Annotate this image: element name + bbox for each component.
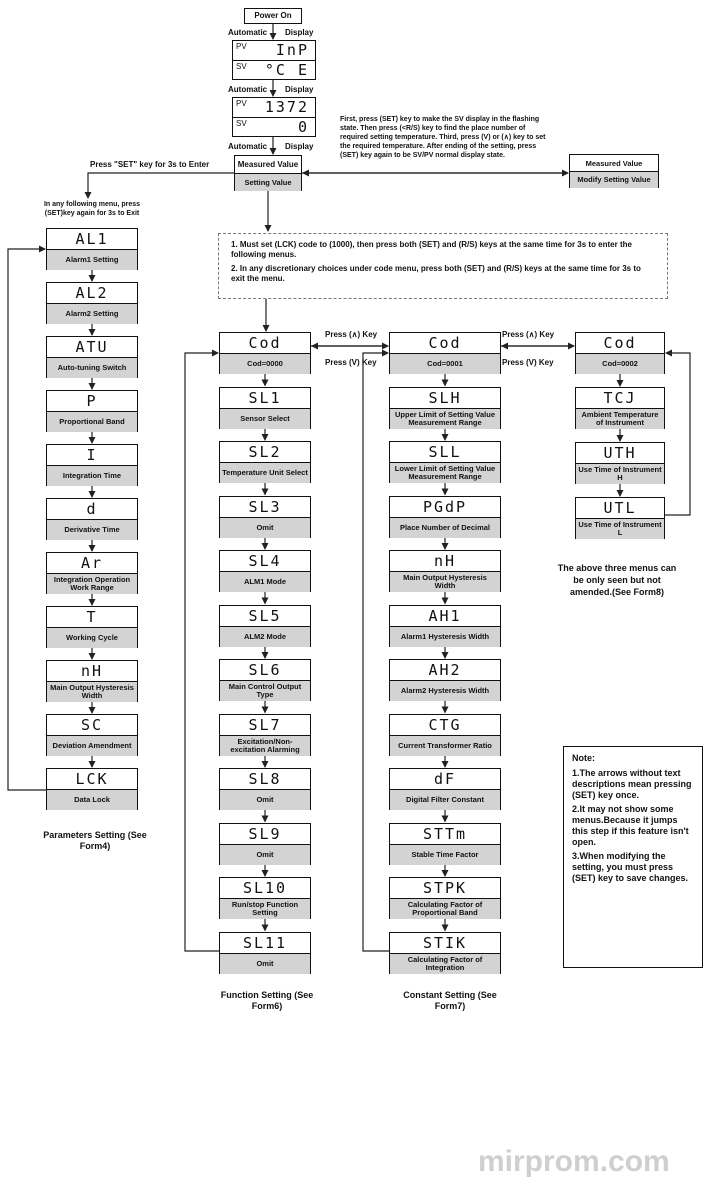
menu-label: Use Time of Instrument H [576,464,664,484]
instrument-menu-item [575,332,665,374]
note-item: 3.When modifying the setting, you must press (SET) key to save changes. [572,851,689,883]
automatic-label-3: Automatic [228,142,268,151]
segment-code: STPK [390,878,500,899]
segment-code: ATU [47,337,137,358]
params-menu-item [46,390,138,432]
press-down-key-1: Press (V) Key [325,358,377,367]
instrument-menu-item [575,387,665,429]
menu-label: Working Cycle [47,628,137,648]
segment-code: SL6 [220,660,310,681]
segment-code: SL10 [220,878,310,899]
params-menu-item [46,552,138,594]
menu-label: Data Lock [47,790,137,810]
segment-code: TCJ [576,388,664,409]
sv-instructions: First, press (SET) key to make the SV display in the flashing state. Then press (<R/S) key to find the place number of required setting temperature. Third, press (V) or (∧) key to set the required temperature. After ending of the setting, press (SET) key again to be SV/PV normal display state. [340,116,546,159]
sv-tag: SV [236,119,247,128]
menu-label: Cod=0002 [576,354,664,374]
function-loop [185,353,219,951]
press-up-key-2: Press (∧) Key [502,330,555,339]
sv-value: °C E [264,61,309,79]
sv-tag: SV [236,62,247,71]
menu-label: Alarm2 Setting [47,304,137,324]
segment-code: UTH [576,443,664,464]
menu-label: Cod=0001 [390,354,500,374]
pv-tag: PV [236,42,247,51]
menu-label: Use Time of Instrument L [576,519,664,539]
menu-label: Omit [220,790,310,810]
function-menu-item [219,877,311,919]
menu-label: Integration Operation Work Range [47,574,137,594]
instrument-menu-item [575,442,665,484]
menu-label: Main Control Output Type [220,681,310,701]
segment-code: I [47,445,137,466]
segment-code: dF [390,769,500,790]
function-menu-item [219,768,311,810]
params-menu-item [46,282,138,324]
pv-tag: PV [236,99,247,108]
menu-label: Current Transformer Ratio [390,736,500,756]
right-measured-label: Measured Value [570,155,658,172]
segment-code: AL2 [47,283,137,304]
segment-code: P [47,391,137,412]
menu-label: Main Output Hysteresis Width [390,572,500,592]
menu-label: Alarm2 Hysteresis Width [390,681,500,701]
display-label-3: Display [285,142,314,151]
constant-menu-item [389,387,501,429]
segment-code: PGdP [390,497,500,518]
constant-menu-item [389,605,501,647]
menu-label: Calculating Factor of Integration [390,954,500,974]
arrow-to-parameters [88,173,234,198]
constant-caption: Constant Setting (See Form7) [403,990,497,1011]
function-menu-item [219,823,311,865]
function-menu-item [219,496,311,538]
segment-code: Cod [220,333,310,354]
menu-label: Integration Time [47,466,137,486]
menu-label: Deviation Amendment [47,736,137,756]
automatic-label-1: Automatic [228,28,268,37]
segment-code: STTm [390,824,500,845]
menu-label: Omit [220,518,310,538]
instrument-caption: The above three menus can be only seen but not amended.(See Form8) [557,563,677,597]
segment-code: UTL [576,498,664,519]
display-panel-2 [232,97,316,137]
segment-code: d [47,499,137,520]
menu-label: Digital Filter Constant [390,790,500,810]
constant-menu-item [389,823,501,865]
segment-code: STIK [390,933,500,954]
params-loop [8,249,46,790]
menu-label: Temperature Unit Select [220,463,310,483]
pv-value: InP [275,41,309,59]
measured-value-label: Measured Value [235,156,301,174]
menu-label: Omit [220,845,310,865]
function-caption: Function Setting (See Form6) [220,990,314,1011]
menu-label: Ambient Temperature of Instrument [576,409,664,429]
modify-setting-box [569,154,659,188]
segment-code: SL11 [220,933,310,954]
lck-note-2: 2. In any discretionary choices under code menu, press both (SET) and (R/S) keys at the same time for 3s to exit the menu. [231,264,641,283]
function-menu-item [219,332,311,374]
segment-code: SL3 [220,497,310,518]
power-on-label: Power On [254,11,292,20]
segment-code: Cod [390,333,500,354]
params-menu-item [46,444,138,486]
params-menu-item [46,228,138,270]
menu-label: Alarm1 Hysteresis Width [390,627,500,647]
instrument-menu-item [575,497,665,539]
segment-code: SL2 [220,442,310,463]
segment-code: AL1 [47,229,137,250]
params-menu-item [46,660,138,702]
constant-menu-item [389,714,501,756]
menu-label: Upper Limit of Setting Value Measurement Range [390,409,500,429]
menu-label: ALM2 Mode [220,627,310,647]
pv-value: 1372 [264,98,309,116]
params-menu-item [46,498,138,540]
function-menu-item [219,550,311,592]
menu-label: Sensor Select [220,409,310,429]
segment-code: SL9 [220,824,310,845]
automatic-label-2: Automatic [228,85,268,94]
note-title: Note: [572,753,595,763]
segment-code: nH [390,551,500,572]
constant-menu-item [389,332,501,374]
in-any-menu-exit: In any following menu, press (SET)key again for 3s to Exit [43,201,141,217]
function-menu-item [219,605,311,647]
menu-label: Proportional Band [47,412,137,432]
segment-code: T [47,607,137,628]
menu-label: Auto-tuning Switch [47,358,137,378]
segment-code: SLH [390,388,500,409]
note-item: 2.It may not show some menus.Because it jumps this step if this feature isn't open. [572,804,689,847]
constant-menu-item [389,768,501,810]
segment-code: SL5 [220,606,310,627]
display-panel-1 [232,40,316,80]
function-menu-item [219,714,311,756]
constant-loop [363,353,389,951]
parameters-caption: Parameters Setting (See Form4) [43,830,147,851]
press-up-key-1: Press (∧) Key [325,330,378,339]
constant-menu-item [389,496,501,538]
segment-code: SL4 [220,551,310,572]
setting-value-label: Setting Value [235,174,301,191]
params-menu-item [46,714,138,756]
params-menu-item [46,336,138,378]
segment-code: CTG [390,715,500,736]
menu-label: ALM1 Mode [220,572,310,592]
segment-code: Cod [576,333,664,354]
constant-menu-item [389,441,501,483]
function-menu-item [219,441,311,483]
segment-code: AH1 [390,606,500,627]
menu-label: Lower Limit of Setting Value Measurement Range [390,463,500,483]
note-box [563,746,703,968]
instrument-loop [665,353,690,515]
sv-value: 0 [297,118,309,136]
menu-label: Place Number of Decimal [390,518,500,538]
menu-label: Cod=0000 [220,354,310,374]
segment-code: LCK [47,769,137,790]
segment-code: nH [47,661,137,682]
power-on-box [244,8,302,24]
press-set-enter: Press "SET" key for 3s to Enter [90,160,210,169]
constant-menu-item [389,877,501,919]
menu-label: Calculating Factor of Proportional Band [390,899,500,919]
constant-menu-item [389,659,501,701]
modify-setting-label: Modify Setting Value [570,172,658,188]
lck-instructions-box [218,233,668,299]
function-menu-item [219,659,311,701]
function-menu-item [219,387,311,429]
display-label-2: Display [285,85,314,94]
menu-label: Stable Time Factor [390,845,500,865]
constant-menu-item [389,550,501,592]
function-menu-item [219,932,311,974]
measured-setting-box [234,155,302,191]
press-down-key-2: Press (V) Key [502,358,554,367]
display-label-1: Display [285,28,314,37]
menu-label: Derivative Time [47,520,137,540]
menu-label: Main Output Hysteresis Width [47,682,137,702]
note-item: 1.The arrows without text descriptions mean pressing (SET) key once. [572,768,692,800]
menu-label: Run/stop Function Setting [220,899,310,919]
menu-label: Omit [220,954,310,974]
segment-code: AH2 [390,660,500,681]
constant-menu-item [389,932,501,974]
params-menu-item [46,768,138,810]
menu-label: Excitation/Non-excitation Alarming [220,736,310,756]
segment-code: SC [47,715,137,736]
segment-code: SL7 [220,715,310,736]
segment-code: Ar [47,553,137,574]
segment-code: SL1 [220,388,310,409]
segment-code: SL8 [220,769,310,790]
params-menu-item [46,606,138,648]
segment-code: SLL [390,442,500,463]
watermark: mirprom.com [478,1145,670,1178]
lck-note-1: 1. Must set (LCK) code to (1000), then press both (SET) and (R/S) keys at the same time for 3s to enter the following menus. [231,240,632,259]
menu-label: Alarm1 Setting [47,250,137,270]
